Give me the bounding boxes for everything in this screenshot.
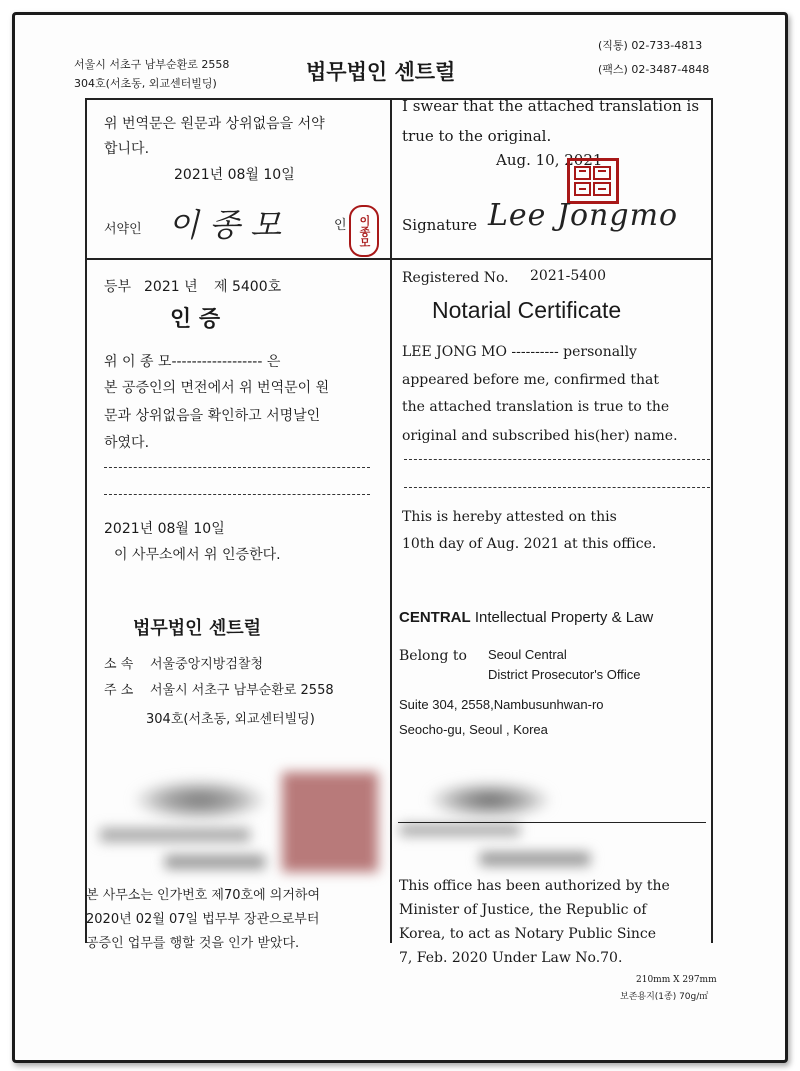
office-kr-address-line1: 서울시 서초구 남부순환로 2558 <box>150 683 334 698</box>
oath-en-text-line2: true to the original. <box>402 127 552 145</box>
cert-kr-title: 인 증 <box>170 307 221 332</box>
right-border-line <box>711 98 713 943</box>
oath-kr-signature: 이 종 모 <box>168 206 282 244</box>
blurred-en-notary-title <box>400 824 520 836</box>
office-en-belong-label: Belong to <box>399 648 467 664</box>
oath-en-text-line1: I swear that the attached translation is <box>402 97 700 115</box>
office-kr-address-label: 주 소 <box>104 683 134 698</box>
auth-en-line1: This office has been authorized by the <box>399 878 670 894</box>
oath-kr-seal-stamp <box>349 205 379 257</box>
left-border-line <box>85 98 87 943</box>
oath-section-divider <box>86 258 712 260</box>
office-kr-belong-label: 소 속 <box>104 657 134 672</box>
cert-en-body-line4: original and subscribed his(her) name. <box>402 428 678 444</box>
header-address-line1: 서울시 서초구 남부순환로 2558 <box>74 58 230 71</box>
reg-en-number: 2021-5400 <box>530 268 606 284</box>
center-divider-line <box>390 98 392 943</box>
office-en-name-strong: CENTRAL <box>399 609 471 626</box>
oath-kr-signer-label: 서약인 <box>104 222 142 237</box>
seal-pattern-icon <box>570 161 616 201</box>
reg-kr-number: 제 5400호 <box>214 279 282 295</box>
oath-kr-text-line2: 합니다. <box>104 141 150 157</box>
reg-kr-year: 2021 년 <box>144 279 198 295</box>
cert-en-body-line2: appeared before me, confirmed that <box>402 372 659 388</box>
oath-kr-seal-mark: 인 <box>334 218 347 233</box>
cert-kr-body-line1: 위 이 종 모------------------ 은 <box>104 354 281 370</box>
en-signature-line <box>398 822 706 823</box>
oath-en-date: Aug. 10, 2021 <box>496 151 603 169</box>
cert-kr-body-line4: 하였다. <box>104 435 150 451</box>
office-kr-address-line2: 304호(서초동, 외교센터빌딩) <box>146 712 315 727</box>
auth-kr-line1: 본 사무소는 인가번호 제70호에 의거하여 <box>86 888 320 903</box>
office-en-name-rest: Intellectual Property & Law <box>474 609 654 626</box>
office-en-address-line1: Suite 304, 2558,Nambusunhwan-ro <box>399 697 604 712</box>
oath-kr-date: 2021년 08월 10일 <box>174 167 295 183</box>
blurred-kr-notary-signature <box>135 780 265 820</box>
blurred-kr-notary-title <box>100 828 250 842</box>
en-dash-line-1 <box>404 459 710 460</box>
blurred-notary-seal <box>282 772 378 872</box>
office-en-name <box>399 609 653 626</box>
reg-kr-label: 등부 <box>104 279 132 295</box>
blurred-en-notary-signature <box>430 782 550 818</box>
office-en-address-line2: Seocho-gu, Seoul , Korea <box>399 722 548 737</box>
auth-kr-line2: 2020년 02월 07일 법무부 장관으로부터 <box>86 912 320 927</box>
cert-kr-attest: 이 사무소에서 위 인증한다. <box>114 547 281 563</box>
office-en-belong-line2: District Prosecutor's Office <box>488 667 641 682</box>
reg-en-label: Registered No. <box>402 270 509 286</box>
header-address-line2: 304호(서초동, 외교센터빌딩) <box>74 77 217 90</box>
auth-en-line2: Minister of Justice, the Republic of <box>399 902 647 918</box>
cert-en-title: Notarial Certificate <box>432 297 622 323</box>
auth-kr-line3: 공증인 업무를 행할 것을 인가 받았다. <box>86 936 300 951</box>
kr-dash-line-1 <box>104 467 370 468</box>
cert-en-body-line1: LEE JONG MO ---------- personally <box>402 344 637 360</box>
office-kr-name: 법무법인 센트럴 <box>133 618 261 639</box>
office-kr-belong: 서울중앙지방검찰청 <box>150 657 264 672</box>
footer-paper-size: 210mm X 297mm <box>636 975 717 985</box>
blurred-en-notary-name <box>480 852 590 866</box>
cert-en-body-line3: the attached translation is true to the <box>402 399 670 415</box>
oath-kr-text-line1: 위 번역문은 원문과 상위없음을 서약 <box>104 116 325 132</box>
office-en-belong-line1: Seoul Central <box>488 647 567 662</box>
cert-en-attest-line1: This is hereby attested on this <box>402 509 617 525</box>
blurred-kr-notary-name <box>165 855 265 869</box>
en-dash-line-2 <box>404 487 710 488</box>
header-firm-name: 법무법인 센트럴 <box>306 60 456 84</box>
cert-kr-date: 2021년 08월 10일 <box>104 521 225 537</box>
footer-paper-type: 보존용지(1종) 70g/㎡ <box>620 992 709 1002</box>
cert-kr-body-line3: 문과 상위없음을 확인하고 서명날인 <box>104 408 321 424</box>
oath-kr-seal-text: 이종모 <box>358 214 371 248</box>
header-fax: (팩스) 02-3487-4848 <box>598 63 710 76</box>
oath-en-signature-label: Signature <box>402 216 478 234</box>
auth-en-line4: 7, Feb. 2020 Under Law No.70. <box>399 950 623 966</box>
cert-kr-body-line2: 본 공증인의 면전에서 위 번역문이 원 <box>104 380 330 396</box>
oath-en-signature: Lee Jongmo <box>488 198 679 233</box>
auth-en-line3: Korea, to act as Notary Public Since <box>399 926 657 942</box>
header-tel: (직통) 02-733-4813 <box>598 39 703 52</box>
cert-en-attest-line2: 10th day of Aug. 2021 at this office. <box>402 536 657 552</box>
kr-dash-line-2 <box>104 494 370 495</box>
